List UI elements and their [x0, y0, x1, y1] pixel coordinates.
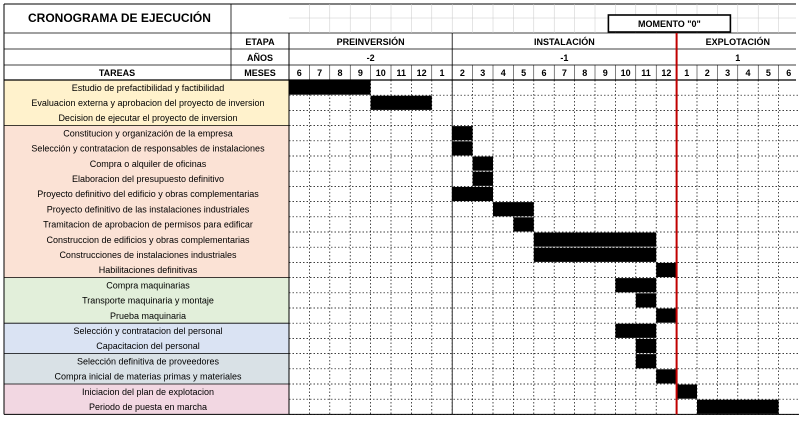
- month-tick-label: 6: [541, 68, 547, 78]
- task-bar: [656, 369, 676, 383]
- task-label: Habilitaciones definitivas: [98, 265, 198, 276]
- stage-label: EXPLOTACIÓN: [705, 37, 770, 47]
- task-bar: [513, 217, 533, 231]
- task-label: Iniciacion del plan de explotacion: [81, 386, 215, 397]
- task-label: Proyecto definitivo del edificio y obras complementarias: [37, 189, 259, 200]
- month-tick-label: 12: [661, 68, 672, 78]
- task-label: Construccion de edificios y obras complementarias: [46, 234, 250, 245]
- month-tick-label: 7: [561, 68, 567, 78]
- task-label: Evaluacion externa y aprobacion del proyecto de inversion: [31, 98, 265, 108]
- task-bar: [615, 324, 656, 338]
- task-label: Compra o alquiler de oficinas: [89, 158, 207, 169]
- task-label: Selección y contratacion de responsables de instalaciones: [31, 143, 265, 154]
- task-label: Transporte maquinaria y montaje: [82, 295, 214, 306]
- month-tick-label: 11: [396, 68, 406, 78]
- month-tick-label: 7: [317, 68, 323, 78]
- task-bar: [371, 96, 432, 110]
- task-bar: [636, 339, 656, 353]
- task-bar: [697, 400, 779, 414]
- task-bar: [636, 293, 656, 307]
- month-tick-label: 9: [357, 68, 363, 78]
- tasks-header-label: TAREAS: [98, 68, 136, 78]
- task-label: Constitucion y organización de la empresa: [63, 128, 233, 139]
- task-label: Proyecto definitivo de las instalaciones industriales: [46, 204, 250, 215]
- months-header-label: MESES: [244, 68, 276, 78]
- task-bar: [493, 202, 534, 216]
- month-tick-label: 4: [500, 68, 506, 78]
- year-label: -1: [560, 53, 569, 63]
- month-tick-label: 2: [459, 68, 465, 78]
- task-bar: [473, 172, 493, 186]
- task-label: Elaboracion del presupuesto definitivo: [71, 174, 225, 184]
- task-label: Compra maquinarias: [106, 280, 190, 291]
- stage-header-label: ETAPA: [245, 37, 275, 47]
- month-tick-label: 1: [684, 68, 690, 78]
- task-bar: [656, 309, 676, 323]
- month-tick-label: 2: [704, 68, 710, 78]
- task-label: Selección definitiva de proveedores: [76, 356, 220, 367]
- task-bar: [452, 141, 472, 155]
- task-bar: [452, 187, 493, 201]
- stage-label: PREINVERSIÓN: [336, 37, 405, 47]
- month-tick-label: 6: [786, 68, 792, 78]
- task-bar: [534, 233, 656, 247]
- task-bar: [636, 354, 656, 368]
- task-label: Periodo de puesta en marcha: [88, 402, 208, 412]
- task-bar: [473, 157, 493, 171]
- task-label: Tramitacion de aprobacion de permisos para edificar: [43, 219, 253, 230]
- year-label: 1: [735, 53, 741, 63]
- task-bar: [289, 81, 371, 95]
- milestone-label: MOMENTO "0": [637, 19, 701, 29]
- task-label: Capacitacion del personal: [96, 341, 200, 352]
- month-tick-label: 11: [641, 68, 651, 78]
- task-label: Construcciones de instalaciones industriales: [59, 250, 237, 260]
- month-tick-label: 3: [480, 68, 486, 78]
- stage-label: INSTALACIÓN: [533, 37, 595, 47]
- month-tick-label: 10: [620, 68, 631, 78]
- task-label: Prueba maquinaria: [109, 310, 187, 321]
- task-bar: [534, 248, 656, 262]
- years-header-label: AÑOS: [246, 53, 274, 63]
- month-tick-label: 5: [765, 68, 771, 78]
- task-bar: [656, 263, 676, 277]
- month-tick-label: 12: [416, 68, 427, 78]
- month-tick-label: 4: [745, 68, 751, 78]
- month-tick-label: 5: [521, 68, 527, 78]
- task-bar: [615, 278, 656, 292]
- month-tick-label: 8: [582, 68, 588, 78]
- month-tick-label: 10: [375, 68, 386, 78]
- task-label: Estudio de prefactibilidad y factibilidad: [71, 82, 225, 93]
- chart-title: CRONOGRAMA DE EJECUCIÓN: [28, 11, 211, 25]
- task-label: Compra inicial de materias primas y materiales: [54, 371, 242, 382]
- task-bar: [452, 126, 472, 140]
- task-label: Selección y contratacion del personal: [73, 326, 223, 336]
- month-tick-label: 3: [725, 68, 731, 78]
- task-label: Decision de ejecutar el proyecto de inversion: [58, 113, 238, 124]
- month-tick-label: 1: [439, 68, 445, 78]
- month-tick-label: 9: [602, 68, 608, 78]
- month-tick-label: 6: [296, 68, 302, 78]
- task-bar: [677, 385, 697, 399]
- year-label: -2: [366, 53, 375, 63]
- month-tick-label: 8: [337, 68, 343, 78]
